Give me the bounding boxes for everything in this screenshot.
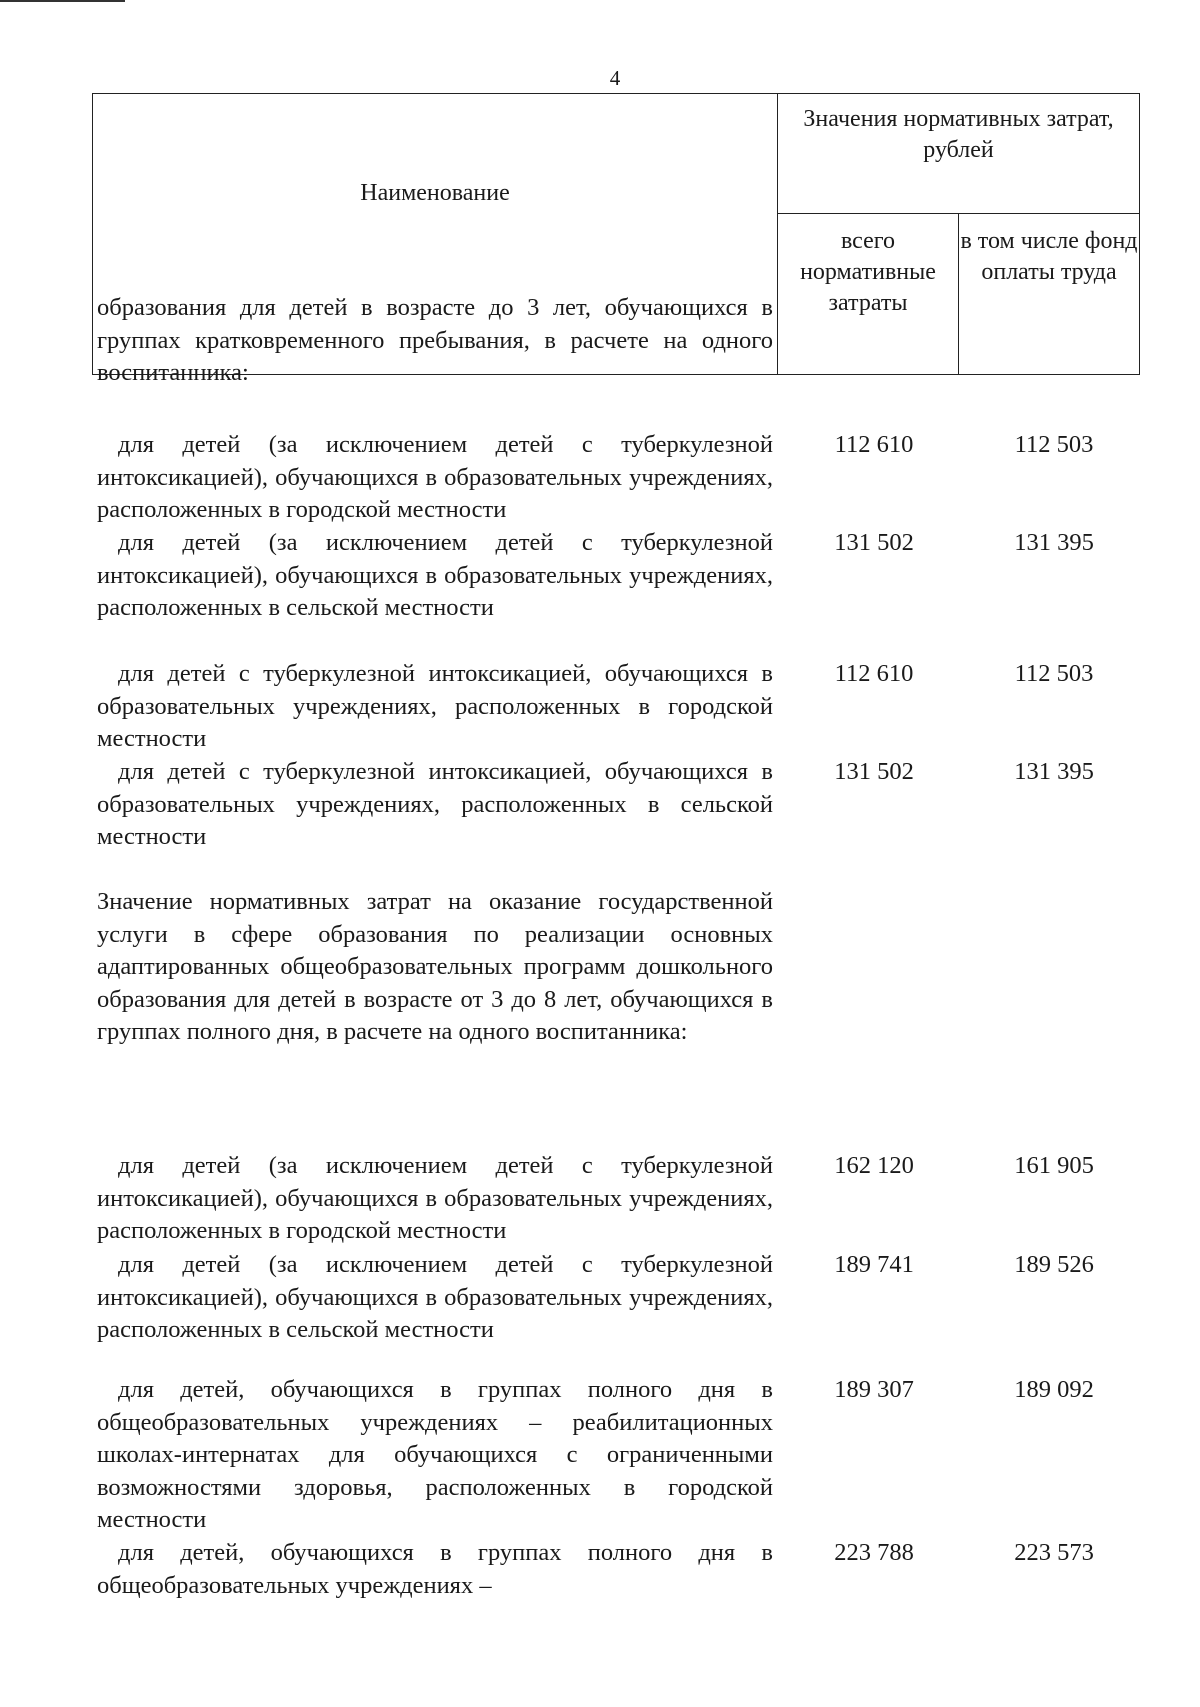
value-total: 112 610: [834, 431, 914, 458]
value-total: 112 610: [834, 660, 914, 687]
value-total: 131 502: [834, 758, 914, 785]
row-text: для детей, обучающихся в группах полного дня в общеобразовательных учреждениях – реабилитационных школах-интернатах для обучающихся с ограниченными возможностями здоровья, расположенных в городской местности: [97, 1376, 773, 1533]
header-total-column: всего нормативные затраты: [778, 214, 959, 375]
header-values-group: Значения нормативных затрат, рублей: [778, 94, 1140, 214]
row-text: для детей (за исключением детей с туберкулезной интоксикацией), обучающихся в образовательных учреждениях, расположенных в сельской местности: [97, 529, 773, 621]
row-text: Значение нормативных затрат на оказание государственной услуги в сфере образования по реализации основных адаптированных общеобразовательных программ дошкольного образования для детей в возрасте от 3 до 8 лет, обучающихся в группах полного дня, в расчете на одного воспитанника:: [97, 888, 773, 1045]
row-text: образования для детей в возрасте до 3 лет, обучающихся в группах кратковременного пребывания, в расчете на одного воспитанника:: [97, 294, 773, 386]
value-total: 131 502: [834, 529, 914, 556]
value-payroll: 112 503: [1014, 431, 1094, 458]
header-name-column: Наименование: [93, 94, 778, 375]
value-total: 189 307: [834, 1376, 914, 1403]
row-text: для детей (за исключением детей с туберкулезной интоксикацией), обучающихся в образовательных учреждениях, расположенных в городской местности: [97, 1152, 773, 1244]
row-text: для детей с туберкулезной интоксикацией, обучающихся в образовательных учреждениях, расположенных в городской местности: [97, 660, 773, 752]
value-payroll: 189 092: [1014, 1376, 1094, 1403]
value-total: 223 788: [834, 1539, 914, 1566]
value-payroll: 131 395: [1014, 758, 1094, 785]
value-payroll: 112 503: [1014, 660, 1094, 687]
value-payroll: 161 905: [1014, 1152, 1094, 1179]
value-total: 189 741: [834, 1251, 914, 1278]
row-text: для детей (за исключением детей с туберкулезной интоксикацией), обучающихся в образовательных учреждениях, расположенных в городской местности: [97, 431, 773, 523]
row-text: для детей, обучающихся в группах полного дня в общеобразовательных учреждениях –: [97, 1539, 773, 1599]
page-number: 4: [609, 66, 621, 90]
value-payroll: 223 573: [1014, 1539, 1094, 1566]
value-payroll: 189 526: [1014, 1251, 1094, 1278]
top-rule: [0, 0, 125, 2]
row-text: для детей (за исключением детей с туберкулезной интоксикацией), обучающихся в образовательных учреждениях, расположенных в сельской местности: [97, 1251, 773, 1343]
row-text: для детей с туберкулезной интоксикацией, обучающихся в образовательных учреждениях, расположенных в сельской местности: [97, 758, 773, 850]
value-payroll: 131 395: [1014, 529, 1094, 556]
header-payroll-column: в том числе фонд оплаты труда: [959, 214, 1140, 375]
value-total: 162 120: [834, 1152, 914, 1179]
